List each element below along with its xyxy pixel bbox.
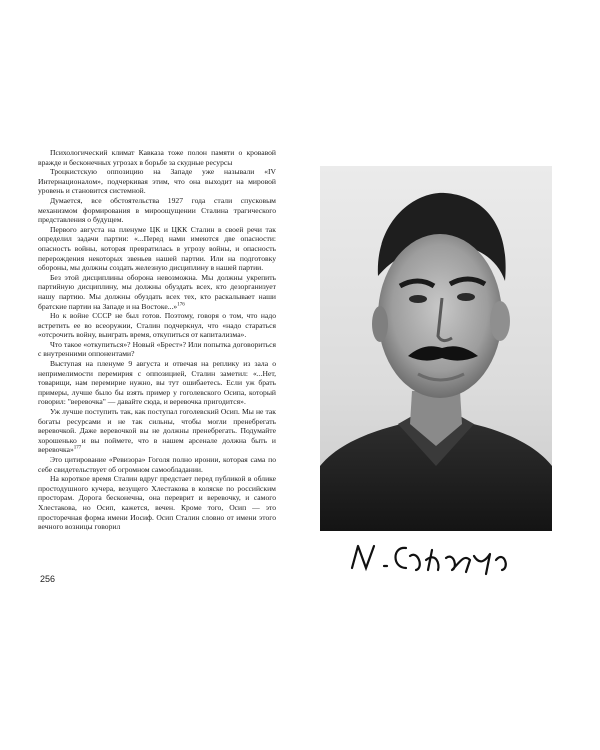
- paragraph: Думается, все обстоятельства 1927 года стали спусковым механизмом формирования в мироощущении Сталина трагического представления о будущем.: [38, 195, 276, 225]
- eye-shape: [457, 293, 475, 301]
- paragraph: Что такое «откупиться»? Новый «Брест»? Или попытка договориться с внутренними оппонентами?: [38, 339, 276, 359]
- paragraph: Выступая на пленуме 9 августа и отвечая на реплику из зала о непримелимости перемирия с оппозицией, Сталин заметил: «...Нет, товарищи, нам перемирие нужно, вы тут ошибаетесь. Если уж брать примеры, лучше было бы взять пример у гоголевского Осипа, который говорил: "веревочка" — давайте сюда, и веревочка пригодится».: [38, 359, 276, 407]
- signature: [340, 538, 540, 578]
- ear-shape: [372, 306, 388, 342]
- text-column: [38, 148, 276, 532]
- paragraph-with-footnote: [38, 407, 276, 455]
- paragraph: На короткое время Сталин вдруг предстает перед публикой в облике простодушного кучера, везущего Хлестакова в коляске по российским просторам. Дорога бесконечна, она переврит и веревочку, и самого Хлестакова, но Осип, кажется, вечен. Кроме того, Осип — это просторечная форма имени Иосиф. Осип Сталин словно от имени этого вечного возницы говорил: [38, 474, 276, 532]
- footnote-marker: 177: [73, 445, 82, 451]
- page-number: 256: [40, 574, 56, 584]
- paragraph: Психологический климат Кавказа тоже полон памяти о кровавой вражде и бесконечных угрозах в борьбе за скудные ресурсы: [38, 148, 276, 167]
- paragraph: Но к войне СССР не был готов. Поэтому, говоря о том, что надо встретить ее во всеоружии, Сталин подчеркнул, что «надо стараться «отсрочить войну, выиграть время, откупиться от капитализма».: [38, 311, 276, 340]
- ear-shape: [490, 301, 510, 341]
- paragraph: Троцкистскую оппозицию на Западе уже называли «IV Интернационалом», подчеркивая этим, что она выходит на мировой уровень и становится системной.: [38, 167, 276, 196]
- signature-illustration: [340, 538, 540, 578]
- paragraph: Первого августа на пленуме ЦК и ЦКК Сталин в своей речи так определил задачи партии: «...Перед нами имеются две опасности: опасность войны, которая превратилась в угрозу войны, и опасность перерождения некоторых звеньев нашей партии. Или на подготовку обороны, мы должны создать железную дисциплину в нашей партии.: [38, 224, 276, 273]
- portrait-photo: [320, 166, 552, 531]
- eye-shape: [409, 295, 427, 303]
- paragraph-text: Без этой дисциплины оборона невозможна. Мы должны укрепить партийную дисциплину, мы должны обуздать всех, кто дезорганизует нашу партию. Мы должны обуздать всех тех, кто раскалывает наши братские партии на Западе и на Востоке...»: [38, 272, 276, 311]
- portrait-illustration: [320, 166, 552, 531]
- paragraph: Это цитирование «Ревизора» Гоголя полно иронии, которая сама по себе свидетельствует об огромном самообладании.: [38, 455, 276, 474]
- footnote-marker: 176: [177, 301, 185, 307]
- paragraph-with-footnote: [38, 273, 276, 311]
- paragraph-text: Уж лучше поступить так, как поступал гоголевский Осип. Мы не так богаты ресурсами и не так сильны, чтобы могли пренебрегать веревочкой. Даже веревочкой вы не должны пренебрегать. Подумайте хорошенько и вы поймете, что в нашем арсенале должна быть и веревочка»: [38, 407, 276, 455]
